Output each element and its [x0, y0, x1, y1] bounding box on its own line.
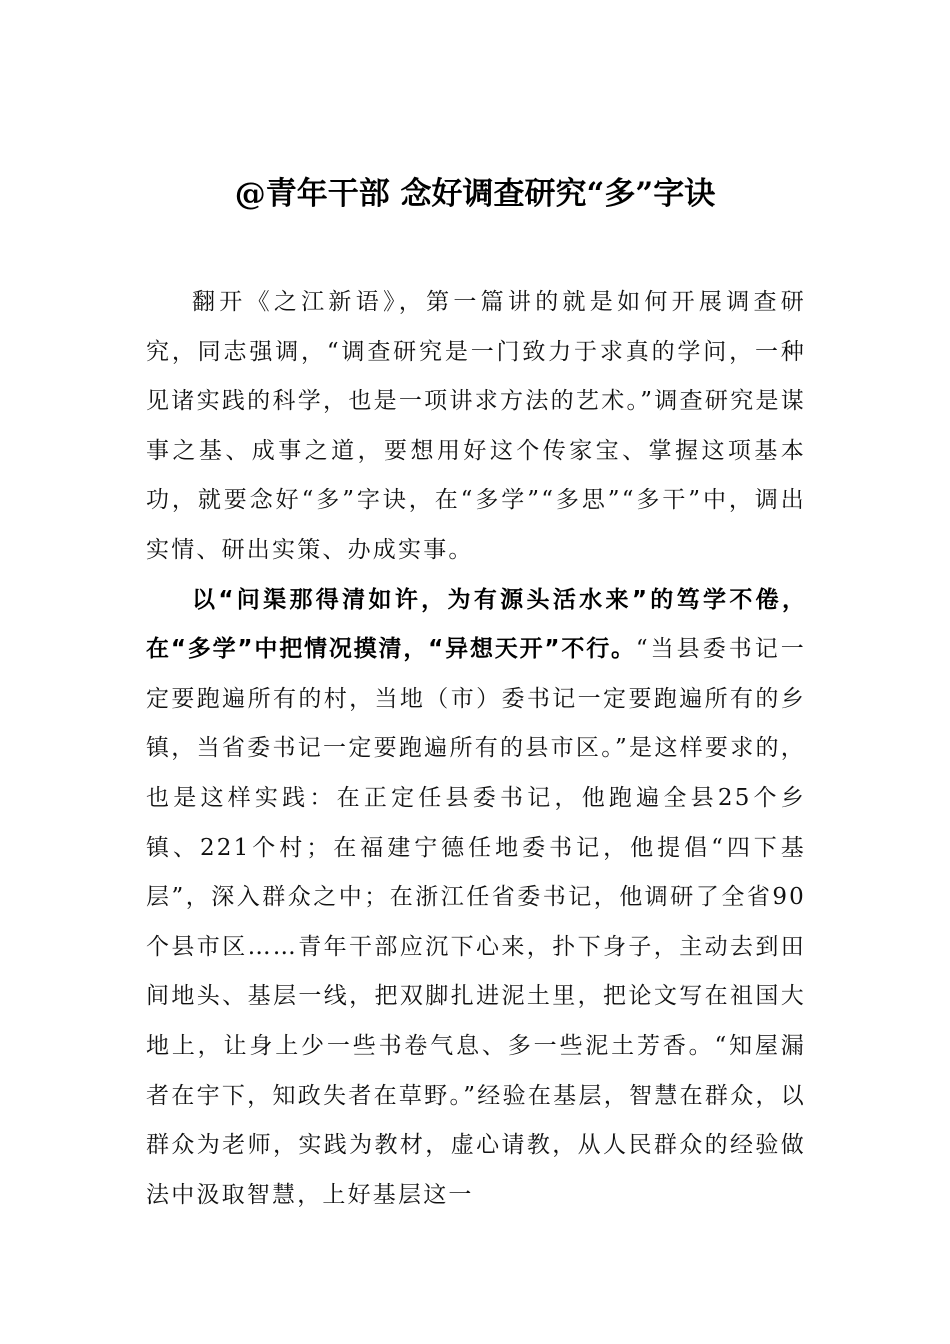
document-title: @青年干部 念好调查研究“多”字诀: [234, 176, 716, 212]
paragraph-lead-sentence: 以“问渠那得清如许，为有源头活水来”的笃学不倦，在“多学”中把情况摸清，“异想天开”不行。: [146, 586, 806, 663]
paragraph-body-text: “当县委书记一定要跑遍所有的村，当地（市）委书记一定要跑遍所有的乡镇，当省委书记一定要跑遍所有的县市区。”是这样要求的，也是这样实践：在正定任县委书记，他跑遍全县25个乡镇、221个村；在福建宁德任地委书记，他提倡“四下基层”，深入群众之中；在浙江任省委书记，他调研了全省90个县市区……青年干部应沉下心来，扑下身子，主动去到田间地头、基层一线，把双脚扎进泥土里，把论文写在祖国大地上，让身上少一些书卷气息、多一些泥土芳香。“知屋漏者在宇下，知政失者在草野。”经验在基层，智慧在群众，以群众为老师，实践为教材，虚心请教，从人民群众的经验做法中汲取智慧，上好基层这一: [146, 636, 806, 1208]
paragraph-intro: 翻开《之江新语》，第一篇讲的就是如何开展调查研究，同志强调，“调查研究是一门致力于求真的学问，一种见诸实践的科学，也是一项讲求方法的艺术。”调查研究是谋事之基、成事之道，要想用好这个传家宝、掌握这项基本功，就要念好“多”字诀，在“多学”“多思”“多干”中，调出实情、研出实策、办成实事。: [146, 289, 806, 563]
paragraph-duoxue: [146, 576, 806, 1221]
document-body: [146, 278, 806, 1220]
